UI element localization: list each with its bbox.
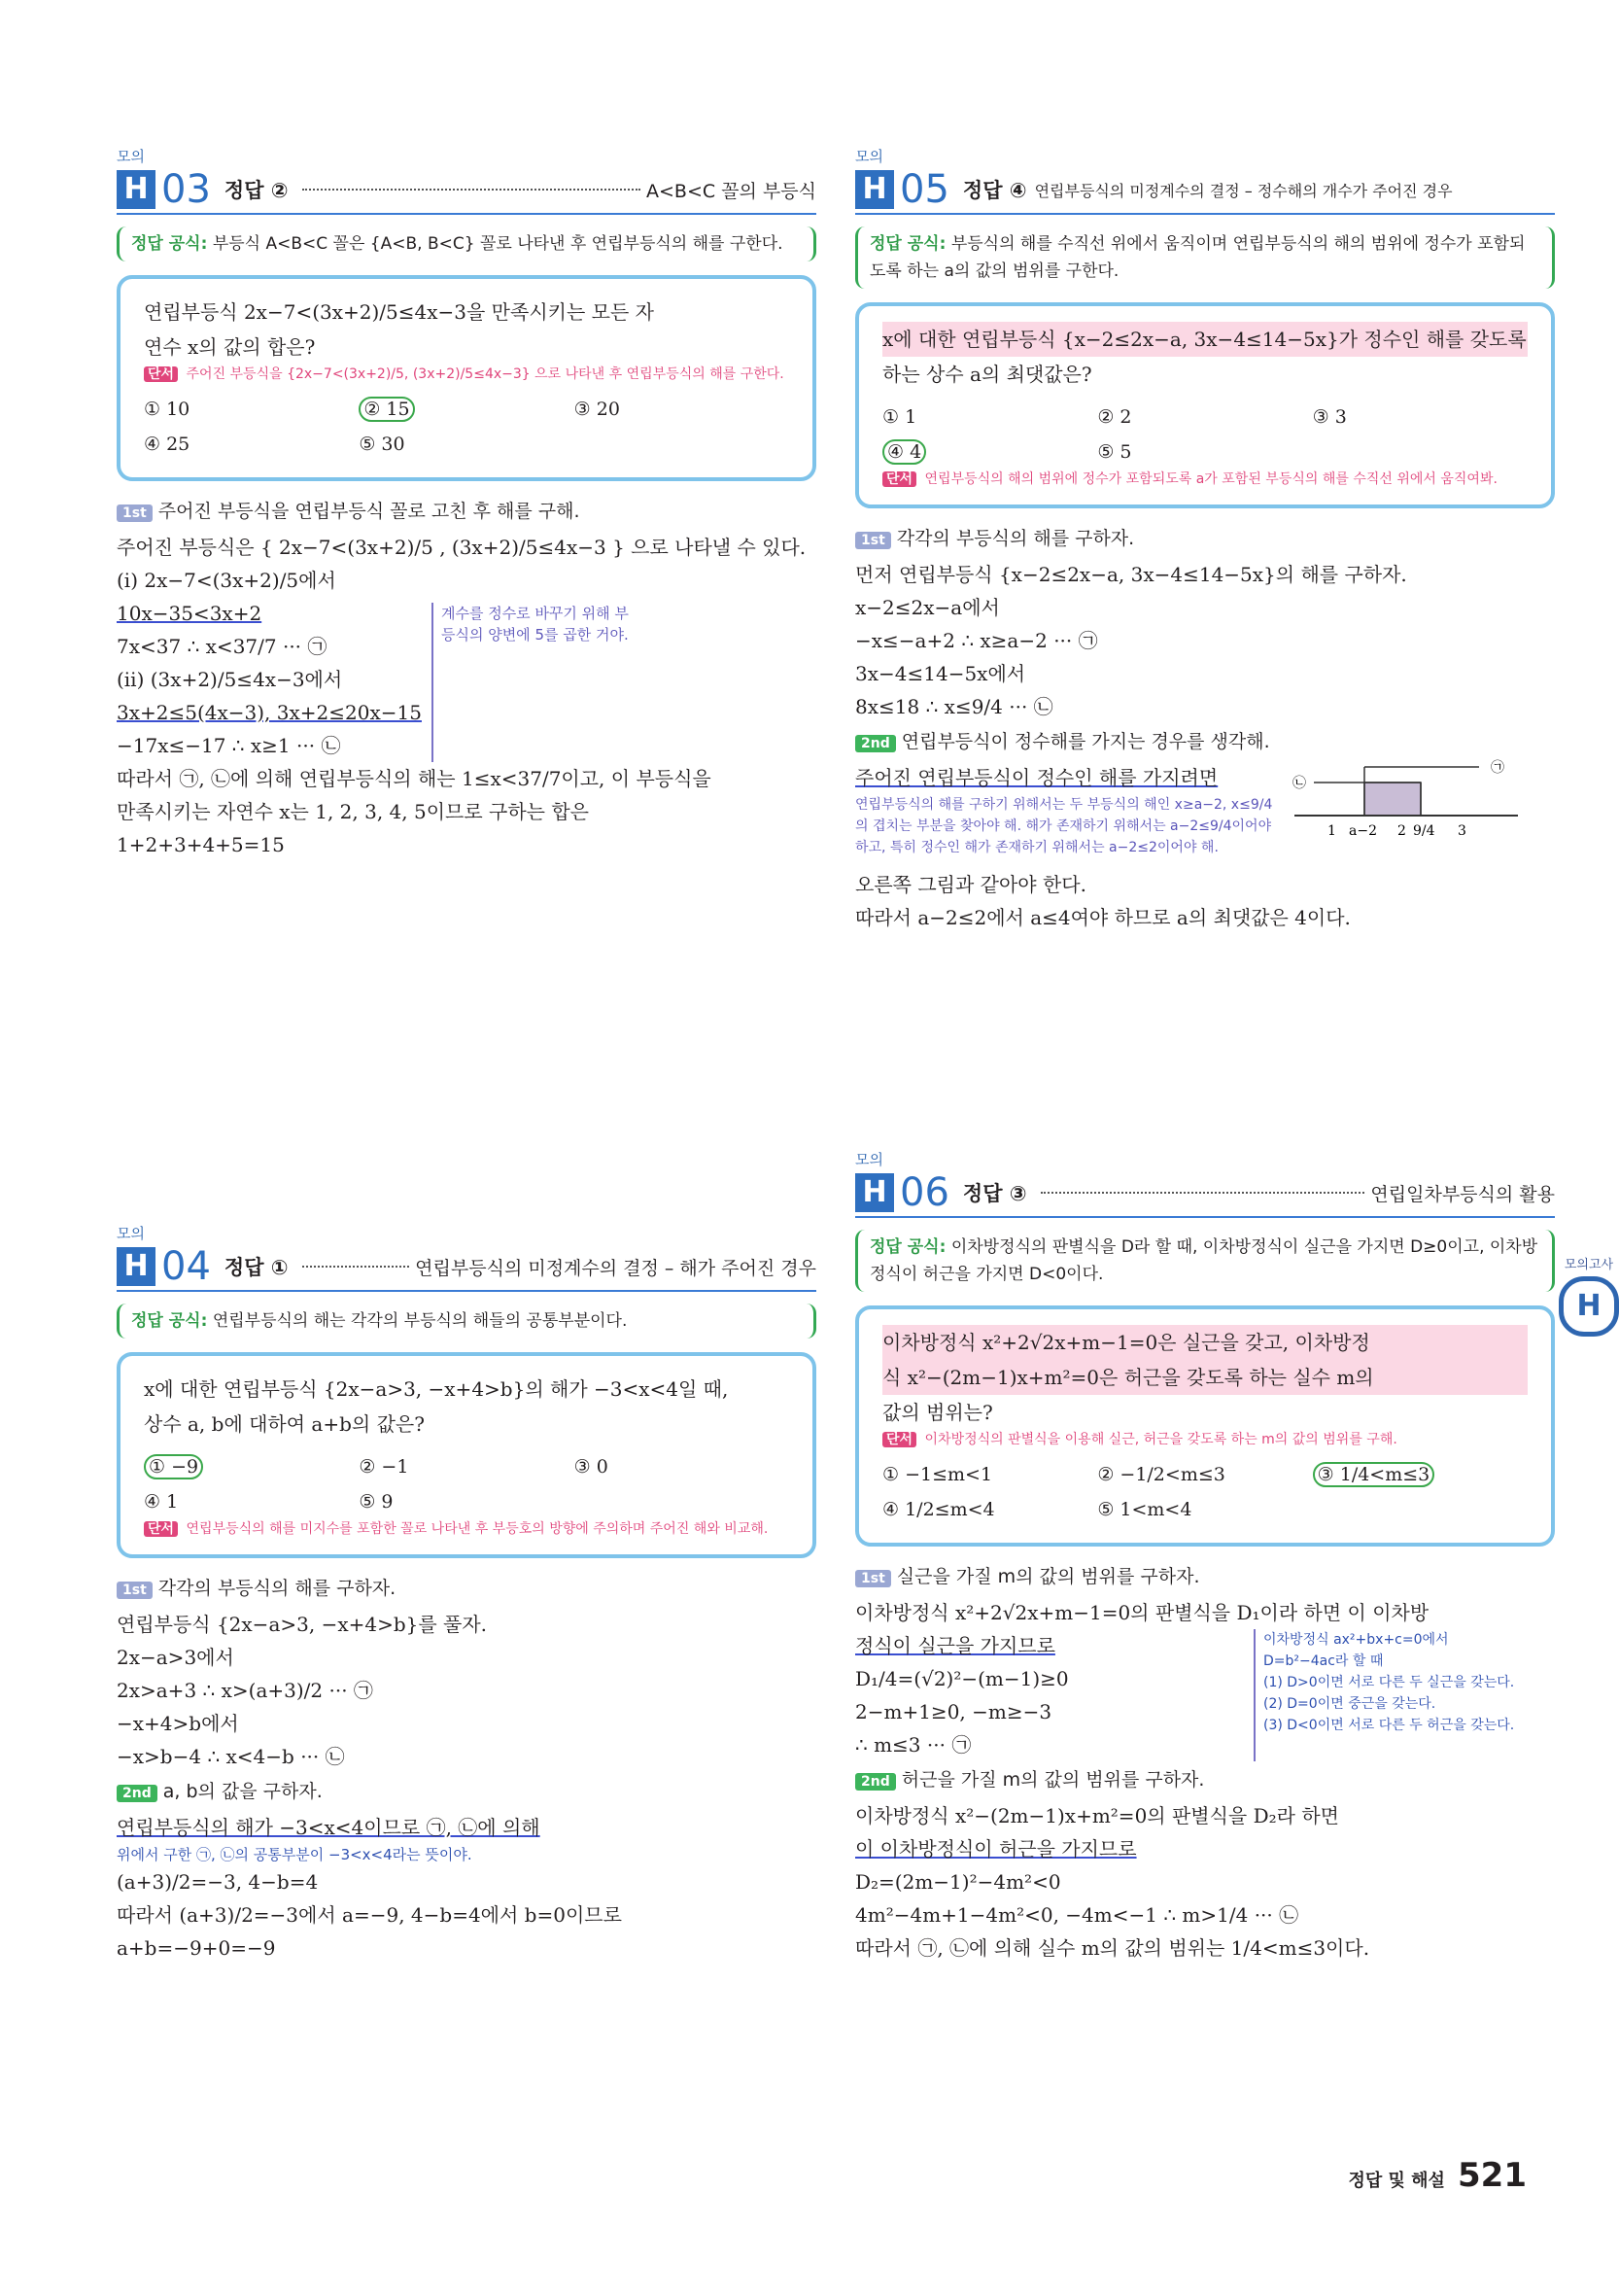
- choice: ④ 1: [144, 1491, 179, 1513]
- side-note: 연립부등식의 해를 구하기 위해서는 두 부등식의 해인 x≥a−2, x≤9/4의 겹치는 부분을 찾아야 해. 해가 존재하기 위해서는 a−2≤9/4이어야 하고, 특히 정수인 해가 존재하기 위해서는 a−2≤2이어야 해.: [855, 797, 1273, 855]
- solution-line: 먼저 연립부등식 {x−2≤2x−a, 3x−4≤14−5x}의 해를 구하자.: [855, 563, 1407, 586]
- solution-line: ∴ m≤3 ··· ㉠: [855, 1733, 972, 1757]
- choice: [359, 392, 573, 427]
- problem-header: [117, 1243, 816, 1292]
- solution: [117, 1811, 816, 1965]
- step-text: 허근을 가질 m의 값의 범위를 구하자.: [901, 1769, 1205, 1791]
- footer-title: 정답 및 해설: [1348, 2171, 1445, 2191]
- hint: [882, 1430, 1528, 1449]
- problem-line: 연수 x의 값의 합은?: [144, 335, 316, 359]
- problem-line: x에 대한 연립부등식 {2x−a>3, −x+4>b}의 해가 −3<x<4일 때,: [144, 1377, 729, 1401]
- note-line: (3) D<0이면 서로 다른 두 허근을 갖는다.: [1263, 1718, 1515, 1733]
- note-line: D=b²−4ac라 할 때: [1263, 1653, 1384, 1669]
- choice: ③ 3: [1312, 406, 1347, 428]
- problem-header: [855, 166, 1555, 215]
- step-badge: 1st: [117, 504, 153, 522]
- hint-text: 연립부등식의 해를 미지수를 포함한 꼴로 나타낸 후 부등호의 방향에 주의하며 주어진 해와 비교해.: [186, 1521, 769, 1537]
- solution-line: 4m²−4m+1−4m²<0, −4m<−1 ∴ m>1/4 ··· ㉡: [855, 1903, 1299, 1927]
- moui-label: 모의: [855, 148, 883, 165]
- step-badge: 2nd: [855, 1773, 896, 1791]
- axis-tick-label: 2: [1397, 823, 1406, 839]
- formula-box: [855, 1230, 1555, 1292]
- section-side-tab: [1559, 1254, 1619, 1337]
- step-text: 주어진 부등식을 연립부등식 꼴로 고친 후 해를 구해.: [157, 501, 580, 522]
- step-2: [855, 727, 1555, 753]
- answer-label: 정답 ②: [224, 179, 289, 202]
- choice: ③ 0: [573, 1456, 608, 1478]
- answer-circle: ④ 4: [882, 439, 926, 465]
- solution-line: 2−m+1≥0, −m≥−3: [855, 1700, 1052, 1723]
- problem-box: [117, 1352, 816, 1558]
- formula-box: [117, 226, 816, 261]
- solution-with-diagram: [855, 753, 1555, 860]
- h-badge: H: [117, 1247, 155, 1286]
- page-footer: [1348, 2156, 1527, 2195]
- formula-tag: 정답 공식:: [131, 234, 208, 254]
- choice: ① 10: [144, 399, 190, 420]
- solution-line: −x>b−4 ∴ x<4−b ··· ㉡: [117, 1745, 345, 1768]
- problem-06: [855, 1149, 1555, 1965]
- problem-05: [855, 146, 1555, 934]
- step-2: [855, 1765, 1555, 1792]
- solution-line: 8x≤18 ∴ x≤9/4 ··· ㉡: [855, 695, 1053, 718]
- problem-line: 식 x²−(2m−1)x+m²=0은 허근을 갖도록 하는 실수 m의: [882, 1360, 1528, 1395]
- problem-04: [117, 1223, 816, 1965]
- problem-number: 05: [900, 167, 949, 212]
- choice: ⑤ 5: [1097, 441, 1132, 463]
- step-text: 실근을 가질 m의 값의 범위를 구하자.: [896, 1566, 1200, 1587]
- step-1: [855, 1562, 1555, 1588]
- solution: [117, 531, 816, 861]
- solution-line: 이차방정식 x²+2√2x+m−1=0의 판별식을 D₁이라 하면 이 이차방: [855, 1601, 1430, 1624]
- choice: ① −1≤m<1: [882, 1464, 993, 1485]
- solution-line: 따라서 ㉠, ㉡에 의해 실수 m의 값의 범위는 1/4<m≤3이다.: [855, 1936, 1370, 1960]
- choice-list: [144, 1449, 789, 1519]
- leader-dots: [302, 1266, 410, 1268]
- solution-line: 주어진 부등식은 { 2x−7<(3x+2)/5 , (3x+2)/5≤4x−3 } 으로 나타낼 수 있다.: [117, 536, 807, 559]
- hint: [144, 365, 789, 384]
- step-text: 각각의 부등식의 해를 구하자.: [896, 528, 1135, 549]
- solution-line: (ⅱ) (3x+2)/5≤4x−3에서: [117, 668, 343, 691]
- solution-line: a+b=−9+0=−9: [117, 1936, 276, 1960]
- note-line: (1) D>0이면 서로 다른 두 실근을 갖는다.: [1263, 1675, 1515, 1690]
- solution-with-note: [855, 1629, 1555, 1761]
- hint-text: 연립부등식의 해의 범위에 정수가 포함되도록 a가 포함된 부등식의 해를 수직선 위에서 움직여봐.: [924, 471, 1498, 487]
- choice: ② −1/2<m≤3: [1097, 1464, 1225, 1485]
- overlap-region: [1364, 783, 1421, 816]
- step-2: [117, 1777, 816, 1803]
- axis-tick-label: ㉠: [1491, 760, 1504, 776]
- step-1: [117, 497, 816, 523]
- choice: ④ 25: [144, 434, 190, 455]
- choice: ⑤ 30: [359, 434, 405, 455]
- moui-label: 모의: [117, 1225, 145, 1242]
- solution-line: 2x>a+3 ∴ x>(a+3)/2 ··· ㉠: [117, 1679, 373, 1702]
- choice: ① 1: [882, 406, 917, 428]
- solution-line: 따라서 (a+3)/2=−3에서 a=−9, 4−b=4에서 b=0이므로: [117, 1903, 622, 1927]
- solution: [117, 1608, 816, 1773]
- choice-list: [144, 392, 789, 462]
- step-1: [117, 1574, 816, 1600]
- solution: [855, 1799, 1555, 1965]
- choice: ③ 20: [573, 399, 620, 420]
- solution-line: −x≤−a+2 ∴ x≥a−2 ··· ㉠: [855, 629, 1098, 652]
- moui-label: 모의: [855, 1151, 883, 1168]
- solution-line: 오른쪽 그림과 같아야 한다.: [855, 873, 1086, 896]
- solution-with-note: [117, 564, 816, 762]
- h-badge: H: [855, 170, 894, 209]
- note-line: 이차방정식 ax²+bx+c=0에서: [1263, 1632, 1449, 1648]
- solution-line: (ⅰ) 2x−7<(3x+2)/5에서: [117, 569, 336, 592]
- formula-tag: 정답 공식:: [870, 1237, 947, 1257]
- axis-tick-label: 1: [1327, 823, 1336, 839]
- step-badge: 1st: [855, 532, 891, 549]
- problem-header: [117, 166, 816, 215]
- choice: ⑤ 1<m<4: [1097, 1499, 1192, 1520]
- formula-text: 부등식 A<B<C 꼴은 {A<B, B<C} 꼴로 나타낸 후 연립부등식의 해를 구한다.: [212, 234, 783, 254]
- axis-tick-label: a−2: [1349, 823, 1377, 839]
- problem-line: 연립부등식 2x−7<(3x+2)/5≤4x−3을 만족시키는 모든 자: [144, 300, 654, 324]
- answer-label: 정답 ③: [962, 1182, 1027, 1205]
- problem-line: 하는 상수 a의 최댓값은?: [882, 363, 1092, 386]
- choice: [882, 435, 1097, 470]
- problem-number: 03: [161, 167, 211, 212]
- formula-tag: 정답 공식:: [131, 1311, 208, 1331]
- formula-text: 연립부등식의 해는 각각의 부등식의 해들의 공통부분이다.: [212, 1311, 628, 1331]
- topic-label: 연립일차부등식의 활용: [1370, 1183, 1555, 1205]
- solution-line: 10x−35<3x+2: [117, 602, 262, 625]
- solution-line: −17x≤−17 ∴ x≥1 ··· ㉡: [117, 734, 341, 757]
- solution-line: 따라서 ㉠, ㉡에 의해 연립부등식의 해는 1≤x<37/7이고, 이 부등식을: [117, 767, 711, 790]
- h-badge: H: [855, 1173, 894, 1212]
- solution-line: 연립부등식의 해가 −3<x<4이므로 ㉠, ㉡에 의해: [117, 1816, 540, 1839]
- solution-line: 1+2+3+4+5=15: [117, 833, 285, 856]
- solution-line: 따라서 a−2≤2에서 a≤4여야 하므로 a의 최댓값은 4이다.: [855, 906, 1351, 929]
- problem-number: 04: [161, 1244, 211, 1289]
- solution-line: 이차방정식 x²−(2m−1)x+m²=0의 판별식을 D₂라 하면: [855, 1804, 1339, 1827]
- problem-line: 상수 a, b에 대하여 a+b의 값은?: [144, 1412, 425, 1436]
- solution: [855, 1596, 1555, 1761]
- choice-list: [882, 400, 1528, 470]
- axis-tick-label: 3: [1458, 823, 1466, 839]
- side-note: [1254, 1629, 1555, 1761]
- axis-tick-label: ㉡: [1292, 776, 1306, 791]
- solution-line: 3x−4≤14−5x에서: [855, 662, 1026, 685]
- side-note: 계수를 정수로 바꾸기 위해 부등식의 양변에 5를 곱한 거야.: [431, 603, 636, 762]
- answer-label: 정답 ①: [224, 1256, 289, 1279]
- answer-circle: ③ 1/4<m≤3: [1313, 1462, 1435, 1487]
- solution: [855, 868, 1555, 934]
- moui-label: 모의: [117, 148, 145, 165]
- problem-header: [855, 1169, 1555, 1218]
- step-text: 각각의 부등식의 해를 구하자.: [157, 1578, 396, 1599]
- note-line: (2) D=0이면 중근을 갖는다.: [1263, 1696, 1436, 1712]
- choice-list: [882, 1457, 1528, 1527]
- step-1: [855, 524, 1555, 550]
- step-badge: 2nd: [855, 735, 896, 752]
- hint: [882, 470, 1528, 489]
- hint-badge: 단서: [882, 471, 916, 487]
- side-note: 위에서 구한 ㉠, ㉡의 공통부분이 −3<x<4라는 뜻이야.: [117, 1846, 472, 1863]
- answer-label: 정답 ④: [962, 179, 1027, 202]
- side-tab-label: 모의고사: [1564, 1258, 1614, 1272]
- leader-dots: [302, 189, 640, 191]
- formula-box: [855, 226, 1555, 289]
- formula-text: 이차방정식의 판별식을 D라 할 때, 이차방정식이 실근을 가지면 D≥0이고, 이차방정식이 허근을 가지면 D<0이다.: [870, 1237, 1538, 1284]
- formula-tag: 정답 공식:: [870, 234, 947, 254]
- problem-box: [855, 302, 1555, 508]
- problem-line: 값의 범위는?: [882, 1401, 993, 1424]
- solution-line: 3x+2≤5(4x−3), 3x+2≤20x−15: [117, 701, 422, 724]
- solution-line: −x+4>b에서: [117, 1712, 239, 1735]
- hint: [144, 1519, 789, 1539]
- solution-line: 만족시키는 자연수 x는 1, 2, 3, 4, 5이므로 구하는 합은: [117, 800, 589, 823]
- answer-circle: ② 15: [359, 397, 414, 422]
- topic-label: 연립부등식의 미정계수의 결정 – 해가 주어진 경우: [415, 1257, 816, 1279]
- axis-tick-label: 9/4: [1413, 823, 1435, 839]
- solution-line: 정식이 실근을 가지므로: [855, 1634, 1055, 1657]
- choice: ② −1: [359, 1456, 409, 1478]
- number-line-diagram: [1285, 753, 1528, 860]
- choice: [144, 1449, 359, 1484]
- topic-label: A<B<C 꼴의 부등식: [646, 180, 816, 202]
- problem-line: x에 대한 연립부등식 {x−2≤2x−a, 3x−4≤14−5x}가 정수인 해를 갖도록: [882, 322, 1528, 357]
- problem-03: [117, 146, 816, 861]
- side-tab-letter: H: [1559, 1276, 1619, 1337]
- solution-line: 연립부등식 {2x−a>3, −x+4>b}를 풀자.: [117, 1613, 488, 1636]
- solution-line: 이 이차방정식이 허근을 가지므로: [855, 1837, 1137, 1861]
- step-badge: 1st: [855, 1570, 891, 1587]
- page-number: 521: [1458, 2156, 1527, 2195]
- hint-text: 이차방정식의 판별식을 이용해 실근, 허근을 갖도록 하는 m의 값의 범위를 구해.: [924, 1432, 1397, 1447]
- problem-number: 06: [900, 1170, 949, 1215]
- solution-line: 7x<37 ∴ x<37/7 ··· ㉠: [117, 635, 327, 658]
- hint-badge: 단서: [144, 366, 178, 382]
- problem-box: [117, 275, 816, 481]
- choice: ⑤ 9: [359, 1491, 394, 1513]
- hint-text: 주어진 부등식을 {2x−7<(3x+2)/5, (3x+2)/5≤4x−3} 으로 나타낸 후 연립부등식의 해를 구한다.: [186, 366, 784, 382]
- problem-box: [855, 1305, 1555, 1547]
- answer-circle: ① −9: [144, 1454, 203, 1479]
- solution-line: D₁/4=(√2)²−(m−1)≥0: [855, 1667, 1069, 1690]
- hint-badge: 단서: [882, 1432, 916, 1447]
- solution-line: 2x−a>3에서: [117, 1646, 234, 1669]
- choice: ④ 1/2≤m<4: [882, 1499, 995, 1520]
- step-badge: 1st: [117, 1582, 153, 1599]
- solution-line: D₂=(2m−1)²−4m²<0: [855, 1870, 1061, 1894]
- solution-line: x−2≤2x−a에서: [855, 596, 1000, 619]
- choice: ② 2: [1097, 406, 1132, 428]
- solution-line: (a+3)/2=−3, 4−b=4: [117, 1870, 319, 1894]
- problem-line: 이차방정식 x²+2√2x+m−1=0은 실근을 갖고, 이차방정: [882, 1325, 1528, 1360]
- hint-badge: 단서: [144, 1521, 178, 1537]
- leader-dots: [1041, 1192, 1365, 1194]
- topic-label: 연립부등식의 미정계수의 결정 – 정수해의 개수가 주어진 경우: [1034, 181, 1453, 200]
- step-text: 연립부등식이 정수해를 가지는 경우를 생각해.: [901, 731, 1270, 752]
- solution: [855, 558, 1555, 723]
- step-badge: 2nd: [117, 1785, 157, 1802]
- choice: [1313, 1457, 1528, 1492]
- formula-text: 부등식의 해를 수직선 위에서 움직이며 연립부등식의 해의 범위에 정수가 포함되도록 하는 a의 값의 범위를 구한다.: [870, 234, 1526, 281]
- formula-box: [117, 1304, 816, 1339]
- h-badge: H: [117, 170, 155, 209]
- step-text: a, b의 값을 구하자.: [162, 1781, 323, 1802]
- solution-line: 주어진 연립부등식이 정수인 해를 가지려면: [855, 766, 1219, 789]
